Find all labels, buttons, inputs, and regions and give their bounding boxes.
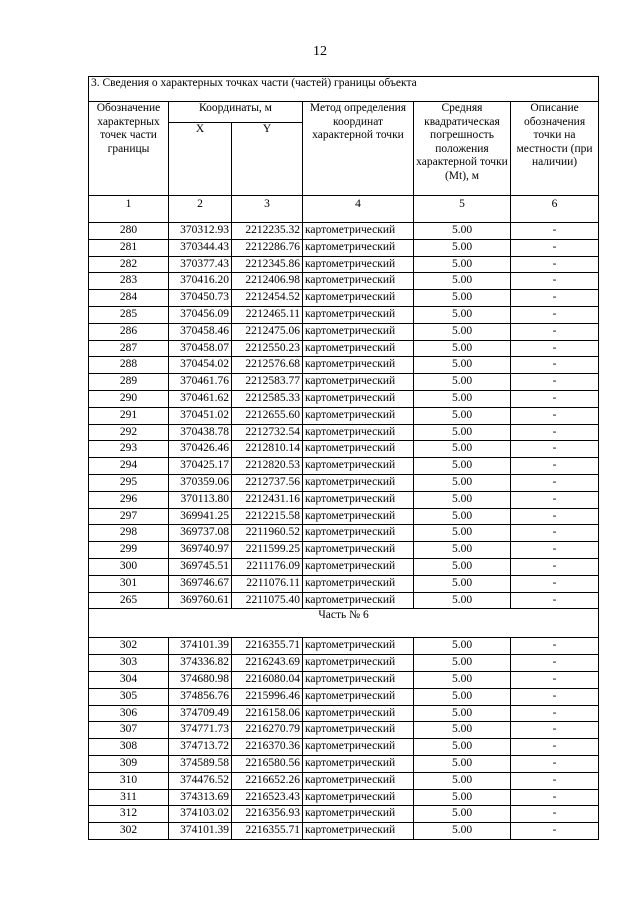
table-row [89,508,599,525]
description-cell: - [511,390,599,407]
method-cell: картометрический [303,306,414,323]
header-row [89,102,599,123]
table-row [89,592,599,609]
point-number-cell: 296 [89,491,169,508]
y-coordinate-cell: 2212454.52 [232,290,303,307]
table-row [89,772,599,789]
rms-error-cell: 5.00 [414,558,511,575]
table-row [89,575,599,592]
table-row [89,323,599,340]
x-coordinate-cell: 369737.08 [169,525,232,542]
method-cell: картометрический [303,789,414,806]
point-number-cell: 298 [89,525,169,542]
x-coordinate-cell: 370454.02 [169,357,232,374]
point-number-cell: 297 [89,508,169,525]
table-row [89,655,599,672]
table-row [89,290,599,307]
column-number: 2 [169,196,232,223]
header-rms-error: Средняя квадратическая погрешность положения характерной точки (Mt), м [414,102,511,196]
description-cell: - [511,722,599,739]
table-row [89,374,599,391]
x-coordinate-cell: 370426.46 [169,441,232,458]
y-coordinate-cell: 2211076.11 [232,575,303,592]
x-coordinate-cell: 369745.51 [169,558,232,575]
description-cell: - [511,592,599,609]
description-cell: - [511,458,599,475]
x-coordinate-cell: 369740.97 [169,542,232,559]
method-cell: картометрический [303,558,414,575]
rms-error-cell: 5.00 [414,407,511,424]
description-cell: - [511,441,599,458]
method-cell: картометрический [303,424,414,441]
description-cell: - [511,357,599,374]
rms-error-cell: 5.00 [414,739,511,756]
description-cell: - [511,755,599,772]
point-number-cell: 282 [89,256,169,273]
x-coordinate-cell: 370416.20 [169,273,232,290]
point-number-cell: 304 [89,671,169,688]
header-point-designation: Обозначение характерных точек части границы [89,102,169,196]
point-number-cell: 280 [89,223,169,240]
y-coordinate-cell: 2211960.52 [232,525,303,542]
y-coordinate-cell: 2216355.71 [232,823,303,840]
column-number-row [89,196,599,223]
y-coordinate-cell: 2212475.06 [232,323,303,340]
table-row [89,390,599,407]
method-cell: картометрический [303,772,414,789]
rms-error-cell: 5.00 [414,474,511,491]
rms-error-cell: 5.00 [414,223,511,240]
method-cell: картометрический [303,340,414,357]
point-number-cell: 301 [89,575,169,592]
column-number: 5 [414,196,511,223]
method-cell: картометрический [303,671,414,688]
description-cell: - [511,638,599,655]
header-method: Метод определения координат характерной точки [303,102,414,196]
rms-error-cell: 5.00 [414,491,511,508]
rms-error-cell: 5.00 [414,638,511,655]
rms-error-cell: 5.00 [414,525,511,542]
y-coordinate-cell: 2216243.69 [232,655,303,672]
rms-error-cell: 5.00 [414,542,511,559]
point-number-cell: 292 [89,424,169,441]
method-cell: картометрический [303,525,414,542]
x-coordinate-cell: 374709.49 [169,705,232,722]
x-coordinate-cell: 369760.61 [169,592,232,609]
rms-error-cell: 5.00 [414,592,511,609]
description-cell: - [511,273,599,290]
method-cell: картометрический [303,441,414,458]
table-row [89,688,599,705]
x-coordinate-cell: 374336.82 [169,655,232,672]
point-number-cell: 299 [89,542,169,559]
x-coordinate-cell: 370312.93 [169,223,232,240]
point-number-cell: 303 [89,655,169,672]
description-cell: - [511,340,599,357]
x-coordinate-cell: 370451.02 [169,407,232,424]
table-row [89,671,599,688]
x-coordinate-cell: 374713.72 [169,739,232,756]
description-cell: - [511,508,599,525]
rms-error-cell: 5.00 [414,374,511,391]
y-coordinate-cell: 2212737.56 [232,474,303,491]
column-number: 6 [511,196,599,223]
method-cell: картометрический [303,722,414,739]
part-title-row [89,609,599,638]
y-coordinate-cell: 2212732.54 [232,424,303,441]
y-coordinate-cell: 2212215.58 [232,508,303,525]
table-row [89,823,599,840]
y-coordinate-cell: 2216523.43 [232,789,303,806]
column-number: 1 [89,196,169,223]
point-number-cell: 302 [89,823,169,840]
y-coordinate-cell: 2211176.09 [232,558,303,575]
table-row [89,789,599,806]
method-cell: картометрический [303,755,414,772]
rms-error-cell: 5.00 [414,256,511,273]
x-coordinate-cell: 370425.17 [169,458,232,475]
description-cell: - [511,739,599,756]
x-coordinate-cell: 374771.73 [169,722,232,739]
y-coordinate-cell: 2211075.40 [232,592,303,609]
x-coordinate-cell: 370113.80 [169,491,232,508]
x-coordinate-cell: 370461.76 [169,374,232,391]
point-number-cell: 288 [89,357,169,374]
description-cell: - [511,806,599,823]
method-cell: картометрический [303,357,414,374]
point-number-cell: 312 [89,806,169,823]
part-title: Часть № 6 [89,609,599,638]
point-number-cell: 305 [89,688,169,705]
table-row [89,558,599,575]
table-row [89,491,599,508]
description-cell: - [511,789,599,806]
point-number-cell: 293 [89,441,169,458]
description-cell: - [511,525,599,542]
x-coordinate-cell: 374313.69 [169,789,232,806]
point-number-cell: 306 [89,705,169,722]
point-number-cell: 285 [89,306,169,323]
description-cell: - [511,671,599,688]
column-number: 4 [303,196,414,223]
table-row [89,525,599,542]
description-cell: - [511,239,599,256]
rms-error-cell: 5.00 [414,273,511,290]
y-coordinate-cell: 2215996.46 [232,688,303,705]
rms-error-cell: 5.00 [414,722,511,739]
method-cell: картометрический [303,239,414,256]
y-coordinate-cell: 2212431.16 [232,491,303,508]
description-cell: - [511,655,599,672]
point-number-cell: 302 [89,638,169,655]
description-cell: - [511,223,599,240]
table-row [89,407,599,424]
rms-error-cell: 5.00 [414,323,511,340]
section-title-row [89,77,599,102]
rms-error-cell: 5.00 [414,575,511,592]
x-coordinate-cell: 370456.09 [169,306,232,323]
rms-error-cell: 5.00 [414,441,511,458]
point-number-cell: 286 [89,323,169,340]
x-coordinate-cell: 370438.78 [169,424,232,441]
rms-error-cell: 5.00 [414,755,511,772]
y-coordinate-cell: 2212576.68 [232,357,303,374]
point-number-cell: 291 [89,407,169,424]
y-coordinate-cell: 2212583.77 [232,374,303,391]
method-cell: картометрический [303,323,414,340]
x-coordinate-cell: 374856.76 [169,688,232,705]
table-row [89,705,599,722]
description-cell: - [511,424,599,441]
rms-error-cell: 5.00 [414,508,511,525]
table-row [89,542,599,559]
table-row [89,256,599,273]
y-coordinate-cell: 2212820.53 [232,458,303,475]
description-cell: - [511,688,599,705]
method-cell: картометрический [303,223,414,240]
y-coordinate-cell: 2216370.36 [232,739,303,756]
point-number-cell: 311 [89,789,169,806]
description-cell: - [511,474,599,491]
point-number-cell: 290 [89,390,169,407]
description-cell: - [511,256,599,273]
rms-error-cell: 5.00 [414,458,511,475]
header-x: X [169,123,232,196]
x-coordinate-cell: 374101.39 [169,823,232,840]
method-cell: картометрический [303,823,414,840]
x-coordinate-cell: 370344.43 [169,239,232,256]
rms-error-cell: 5.00 [414,789,511,806]
method-cell: картометрический [303,739,414,756]
y-coordinate-cell: 2216270.79 [232,722,303,739]
method-cell: картометрический [303,592,414,609]
point-number-cell: 307 [89,722,169,739]
rms-error-cell: 5.00 [414,705,511,722]
x-coordinate-cell: 370458.07 [169,340,232,357]
description-cell: - [511,705,599,722]
y-coordinate-cell: 2216080.04 [232,671,303,688]
table-row [89,223,599,240]
point-number-cell: 284 [89,290,169,307]
x-coordinate-cell: 370458.46 [169,323,232,340]
rms-error-cell: 5.00 [414,357,511,374]
rms-error-cell: 5.00 [414,655,511,672]
y-coordinate-cell: 2212235.32 [232,223,303,240]
header-y: Y [232,123,303,196]
method-cell: картометрический [303,542,414,559]
section-title: 3. Сведения о характерных точках части (частей) границы объекта [89,77,599,102]
method-cell: картометрический [303,458,414,475]
x-coordinate-cell: 369746.67 [169,575,232,592]
x-coordinate-cell: 374103.02 [169,806,232,823]
y-coordinate-cell: 2216356.93 [232,806,303,823]
table-row [89,424,599,441]
description-cell: - [511,558,599,575]
method-cell: картометрический [303,638,414,655]
x-coordinate-cell: 370377.43 [169,256,232,273]
description-cell: - [511,306,599,323]
x-coordinate-cell: 370359.06 [169,474,232,491]
point-number-cell: 289 [89,374,169,391]
point-number-cell: 308 [89,739,169,756]
table-row [89,739,599,756]
description-cell: - [511,374,599,391]
rms-error-cell: 5.00 [414,390,511,407]
method-cell: картометрический [303,688,414,705]
x-coordinate-cell: 370461.62 [169,390,232,407]
table-row [89,806,599,823]
point-number-cell: 294 [89,458,169,475]
method-cell: картометрический [303,290,414,307]
method-cell: картометрический [303,655,414,672]
point-number-cell: 283 [89,273,169,290]
y-coordinate-cell: 2212810.14 [232,441,303,458]
y-coordinate-cell: 2212550.23 [232,340,303,357]
column-number: 3 [232,196,303,223]
method-cell: картометрический [303,575,414,592]
y-coordinate-cell: 2216580.56 [232,755,303,772]
y-coordinate-cell: 2212465.11 [232,306,303,323]
point-number-cell: 287 [89,340,169,357]
point-number-cell: 310 [89,772,169,789]
method-cell: картометрический [303,374,414,391]
description-cell: - [511,823,599,840]
table-row [89,441,599,458]
rms-error-cell: 5.00 [414,806,511,823]
method-cell: картометрический [303,390,414,407]
table-row [89,357,599,374]
point-number-cell: 300 [89,558,169,575]
rms-error-cell: 5.00 [414,823,511,840]
point-number-cell: 265 [89,592,169,609]
method-cell: картометрический [303,806,414,823]
header-coordinates: Координаты, м [169,102,303,123]
rms-error-cell: 5.00 [414,688,511,705]
method-cell: картометрический [303,508,414,525]
y-coordinate-cell: 2211599.25 [232,542,303,559]
table-row [89,722,599,739]
point-number-cell: 281 [89,239,169,256]
y-coordinate-cell: 2212345.86 [232,256,303,273]
page-number: 12 [313,44,327,59]
rms-error-cell: 5.00 [414,772,511,789]
description-cell: - [511,772,599,789]
boundary-points-table [88,76,599,840]
method-cell: картометрический [303,705,414,722]
description-cell: - [511,542,599,559]
x-coordinate-cell: 369941.25 [169,508,232,525]
method-cell: картометрический [303,491,414,508]
rms-error-cell: 5.00 [414,424,511,441]
method-cell: картометрический [303,273,414,290]
y-coordinate-cell: 2212406.98 [232,273,303,290]
table-row [89,474,599,491]
description-cell: - [511,323,599,340]
table-row [89,638,599,655]
description-cell: - [511,290,599,307]
y-coordinate-cell: 2216158.06 [232,705,303,722]
x-coordinate-cell: 374101.39 [169,638,232,655]
table-row [89,458,599,475]
x-coordinate-cell: 370450.73 [169,290,232,307]
table-row [89,239,599,256]
rms-error-cell: 5.00 [414,239,511,256]
method-cell: картометрический [303,256,414,273]
description-cell: - [511,575,599,592]
header-description: Описание обозначения точки на местности (при наличии) [511,102,599,196]
method-cell: картометрический [303,474,414,491]
rms-error-cell: 5.00 [414,306,511,323]
table-row [89,755,599,772]
table-row [89,340,599,357]
x-coordinate-cell: 374680.98 [169,671,232,688]
rms-error-cell: 5.00 [414,671,511,688]
y-coordinate-cell: 2212585.33 [232,390,303,407]
table-row [89,306,599,323]
rms-error-cell: 5.00 [414,290,511,307]
description-cell: - [511,407,599,424]
x-coordinate-cell: 374589.58 [169,755,232,772]
y-coordinate-cell: 2216355.71 [232,638,303,655]
y-coordinate-cell: 2212655.60 [232,407,303,424]
point-number-cell: 309 [89,755,169,772]
description-cell: - [511,491,599,508]
rms-error-cell: 5.00 [414,340,511,357]
y-coordinate-cell: 2216652.26 [232,772,303,789]
table-row [89,273,599,290]
x-coordinate-cell: 374476.52 [169,772,232,789]
point-number-cell: 295 [89,474,169,491]
method-cell: картометрический [303,407,414,424]
y-coordinate-cell: 2212286.76 [232,239,303,256]
